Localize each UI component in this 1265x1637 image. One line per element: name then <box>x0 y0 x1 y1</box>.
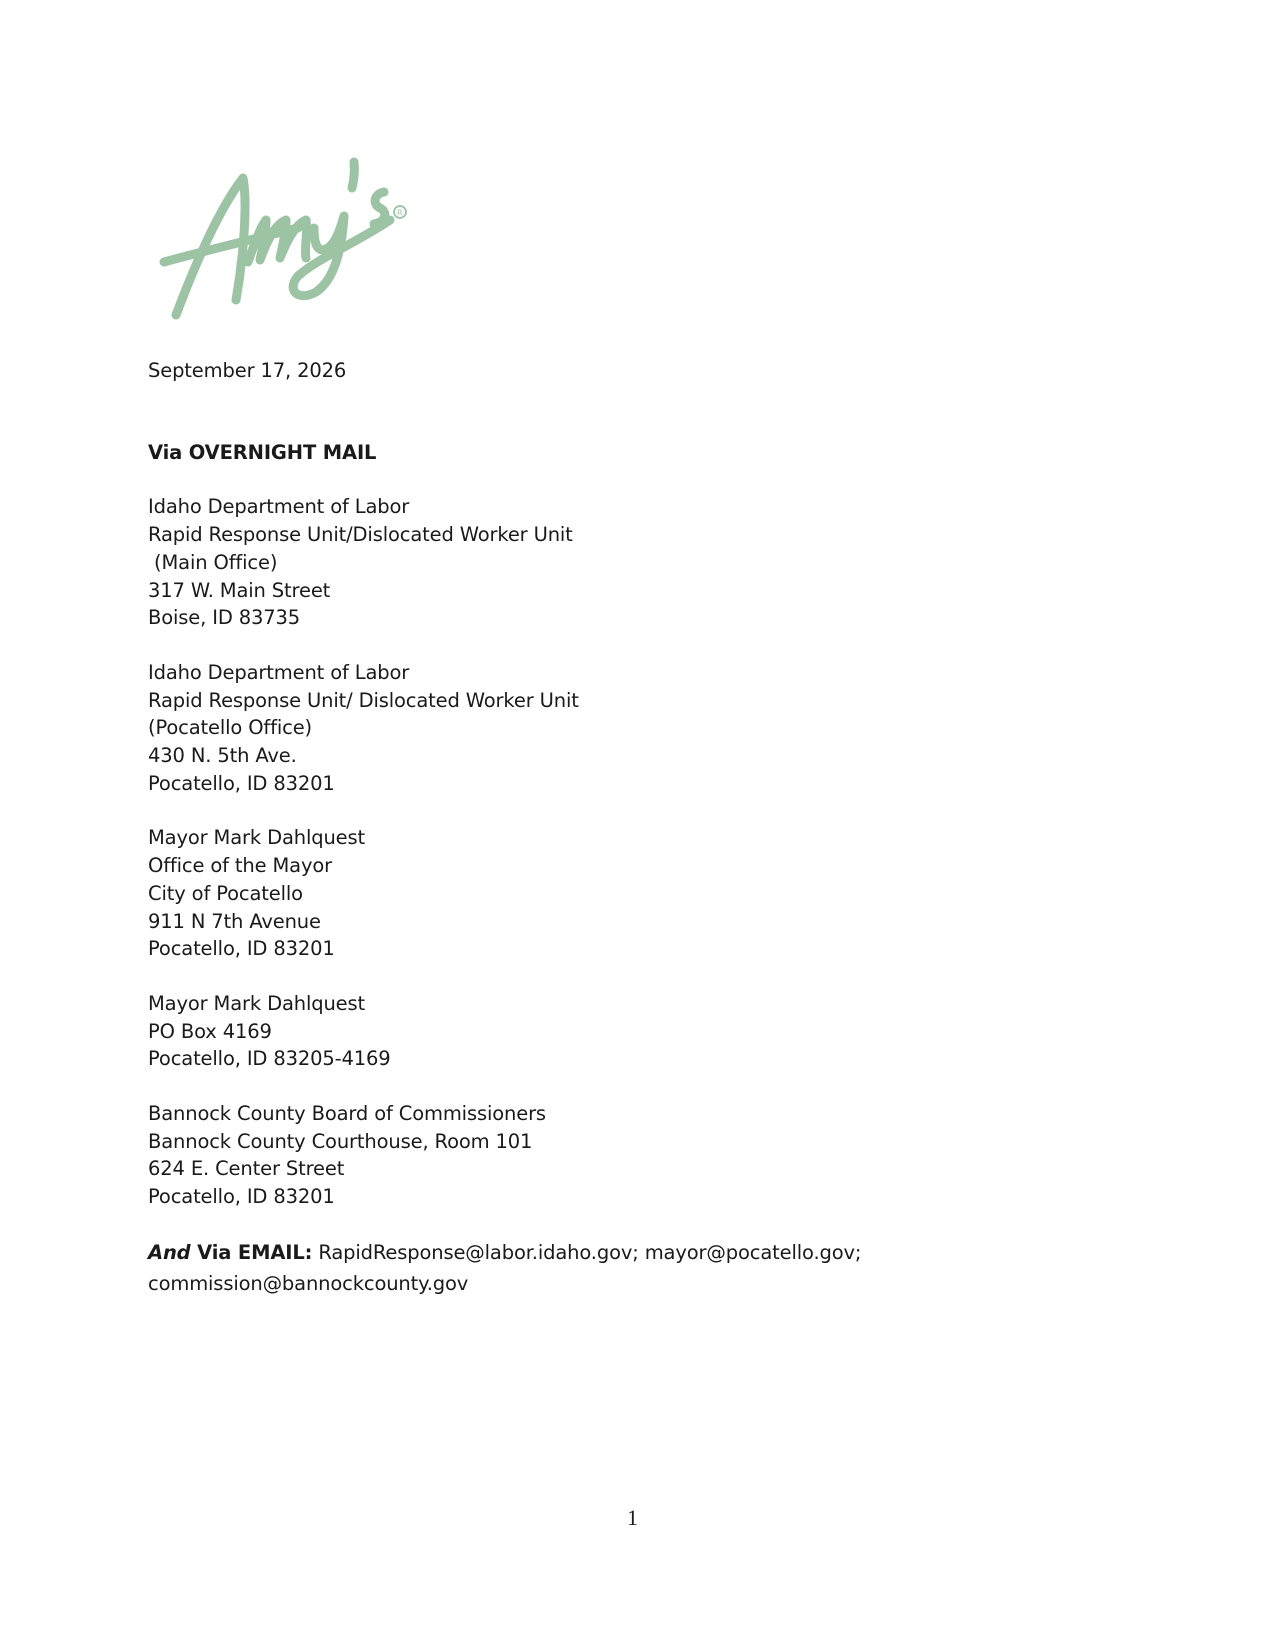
address-line: Bannock County Courthouse, Room 101 <box>148 1129 533 1153</box>
email-addresses: RapidResponse@labor.idaho.gov; mayor@pocatello.gov; <box>312 1240 862 1264</box>
address-line: Mayor Mark Dahlquest <box>148 991 366 1015</box>
recipient-block <box>148 493 1148 632</box>
recipient-block <box>148 990 1148 1073</box>
address-line: PO Box 4169 <box>148 1019 272 1043</box>
address-line: Pocatello, ID 83201 <box>148 1185 335 1209</box>
address-line: Pocatello, ID 83205-4169 <box>148 1047 391 1071</box>
address-line: 624 E. Center Street <box>148 1157 345 1181</box>
amys-logo <box>148 150 418 340</box>
address-line: Idaho Department of Labor <box>148 660 410 684</box>
address-line: Pocatello, ID 83201 <box>148 937 335 961</box>
address-line: 317 W. Main Street <box>148 578 331 602</box>
email-via-label: Via EMAIL: <box>190 1240 313 1264</box>
letter-body <box>148 357 1148 1299</box>
recipient-block <box>148 1100 1148 1211</box>
address-line: Rapid Response Unit/ Dislocated Worker Unit <box>148 688 579 712</box>
address-line: Rapid Response Unit/Dislocated Worker Unit <box>148 523 573 547</box>
address-line: Office of the Mayor <box>148 854 333 878</box>
email-addresses-continued: commission@bannockcounty.gov <box>148 1271 469 1295</box>
recipient-block <box>148 824 1148 963</box>
address-line: Mayor Mark Dahlquest <box>148 826 366 850</box>
email-and-label: And <box>148 1240 191 1264</box>
page-number: 1 <box>627 1505 638 1530</box>
address-line: (Main Office) <box>148 550 278 574</box>
recipient-block <box>148 659 1148 798</box>
letter-date: September 17, 2026 <box>148 359 347 382</box>
delivery-method: Via OVERNIGHT MAIL <box>148 440 377 464</box>
address-line: (Pocatello Office) <box>148 716 313 740</box>
address-line: 430 N. 5th Ave. <box>148 744 297 768</box>
address-line: Idaho Department of Labor <box>148 495 410 519</box>
email-recipients <box>148 1237 1148 1299</box>
address-line: 911 N 7th Avenue <box>148 909 321 933</box>
address-line: City of Pocatello <box>148 881 303 905</box>
svg-text:R: R <box>397 208 403 218</box>
address-line: Pocatello, ID 83201 <box>148 771 335 795</box>
address-line: Bannock County Board of Commissioners <box>148 1102 546 1126</box>
address-line: Boise, ID 83735 <box>148 606 301 630</box>
